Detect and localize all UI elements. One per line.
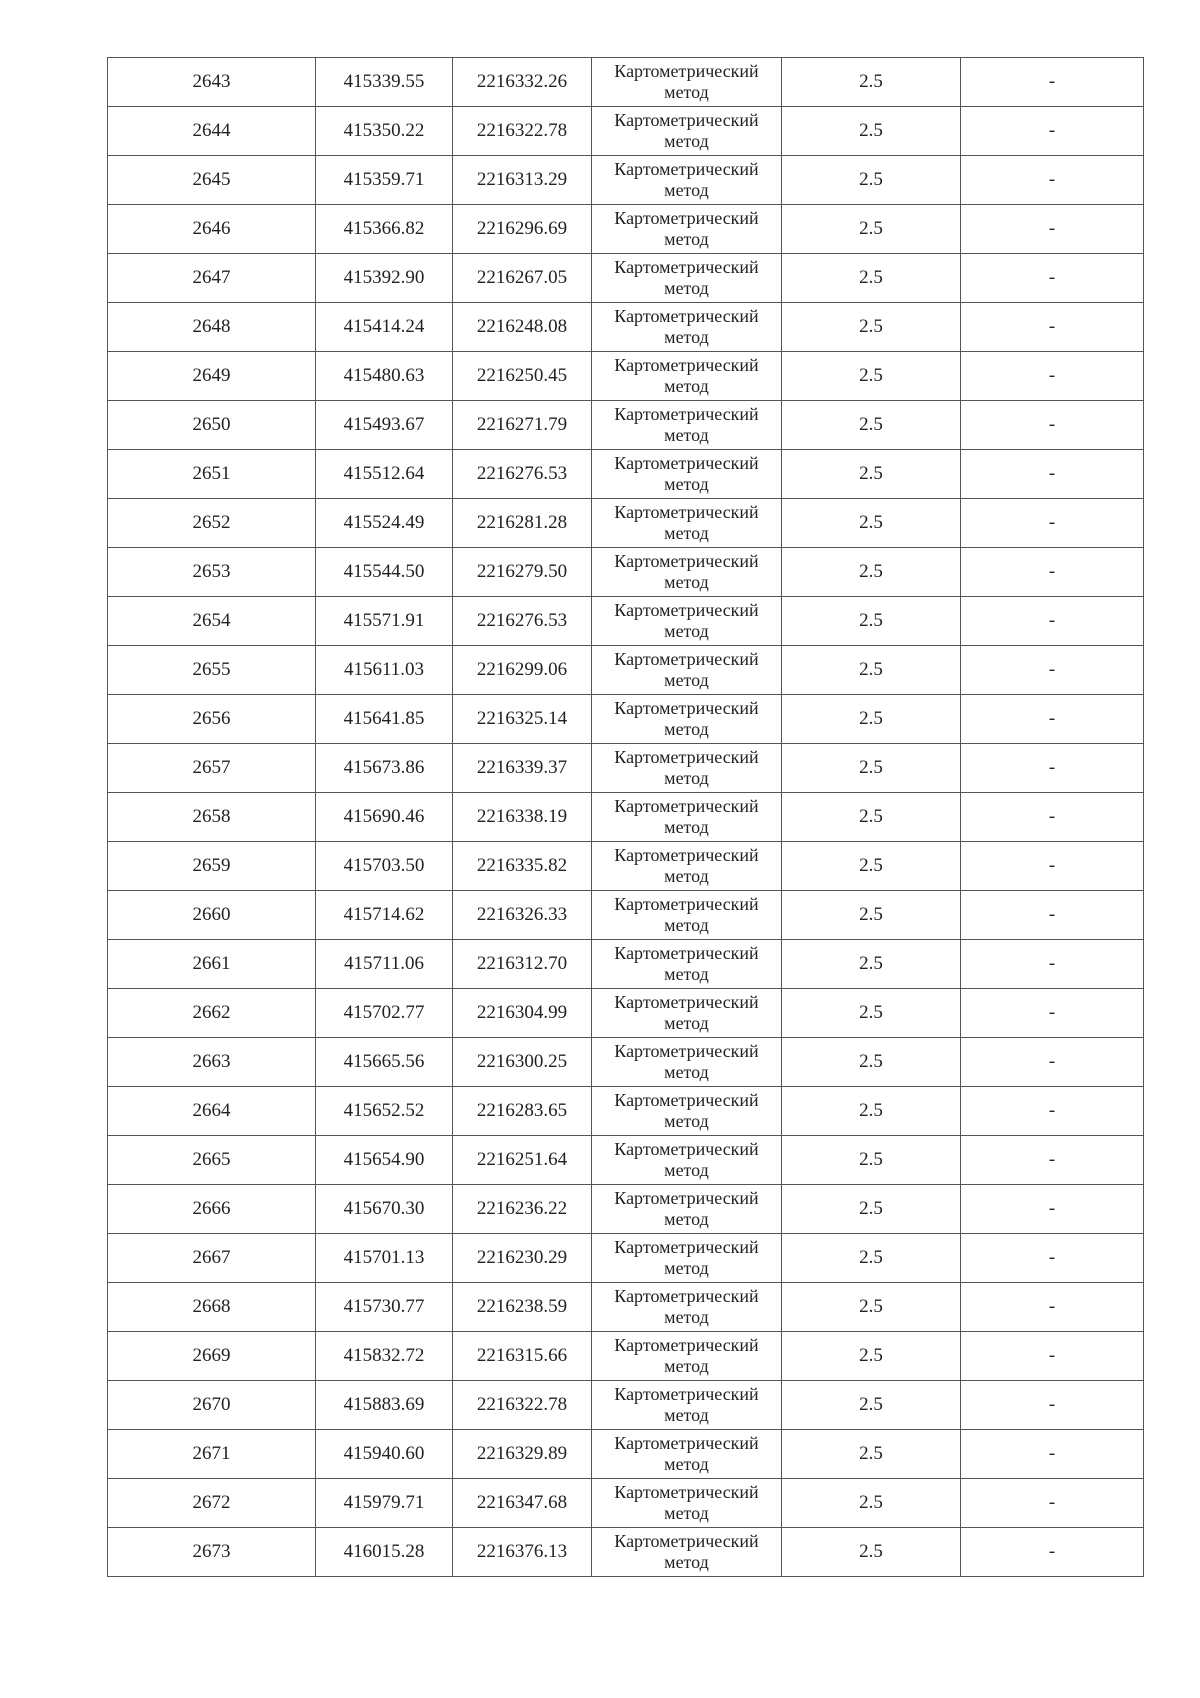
description-cell: - — [961, 1038, 1144, 1087]
method-line-1: Картометрический — [614, 306, 759, 326]
table-row — [108, 1087, 1144, 1136]
method-line-2: метод — [664, 817, 709, 837]
accuracy-cell: 2.5 — [782, 1283, 961, 1332]
y-coordinate-cell: 2216251.64 — [453, 1136, 592, 1185]
method-line-2: метод — [664, 327, 709, 347]
method-line-1: Картометрический — [614, 1433, 759, 1453]
accuracy-cell: 2.5 — [782, 891, 961, 940]
y-coordinate-cell: 2216313.29 — [453, 156, 592, 205]
accuracy-cell: 2.5 — [782, 1430, 961, 1479]
accuracy-cell: 2.5 — [782, 401, 961, 450]
method-line-1: Картометрический — [614, 1237, 759, 1257]
method-cell — [592, 744, 782, 793]
x-coordinate-cell: 415690.46 — [316, 793, 453, 842]
point-number-cell: 2670 — [108, 1381, 316, 1430]
table-row — [108, 940, 1144, 989]
description-cell: - — [961, 1136, 1144, 1185]
y-coordinate-cell: 2216230.29 — [453, 1234, 592, 1283]
y-coordinate-cell: 2216329.89 — [453, 1430, 592, 1479]
x-coordinate-cell: 415670.30 — [316, 1185, 453, 1234]
table-row — [108, 1185, 1144, 1234]
accuracy-cell: 2.5 — [782, 1087, 961, 1136]
description-cell: - — [961, 254, 1144, 303]
y-coordinate-cell: 2216250.45 — [453, 352, 592, 401]
point-number-cell: 2648 — [108, 303, 316, 352]
method-line-2: метод — [664, 866, 709, 886]
table-row — [108, 1479, 1144, 1528]
method-cell — [592, 254, 782, 303]
table-row — [108, 401, 1144, 450]
point-number-cell: 2649 — [108, 352, 316, 401]
y-coordinate-cell: 2216283.65 — [453, 1087, 592, 1136]
point-number-cell: 2660 — [108, 891, 316, 940]
x-coordinate-cell: 415701.13 — [316, 1234, 453, 1283]
accuracy-cell: 2.5 — [782, 1185, 961, 1234]
x-coordinate-cell: 415673.86 — [316, 744, 453, 793]
accuracy-cell: 2.5 — [782, 842, 961, 891]
accuracy-cell: 2.5 — [782, 1528, 961, 1577]
point-number-cell: 2645 — [108, 156, 316, 205]
method-line-2: метод — [664, 1503, 709, 1523]
x-coordinate-cell: 415940.60 — [316, 1430, 453, 1479]
y-coordinate-cell: 2216338.19 — [453, 793, 592, 842]
description-cell: - — [961, 1185, 1144, 1234]
x-coordinate-cell: 415702.77 — [316, 989, 453, 1038]
y-coordinate-cell: 2216279.50 — [453, 548, 592, 597]
table-row — [108, 597, 1144, 646]
table-row — [108, 695, 1144, 744]
method-cell — [592, 1528, 782, 1577]
point-number-cell: 2655 — [108, 646, 316, 695]
method-line-1: Картометрический — [614, 1531, 759, 1551]
table-row — [108, 499, 1144, 548]
x-coordinate-cell: 415730.77 — [316, 1283, 453, 1332]
method-line-2: метод — [664, 82, 709, 102]
x-coordinate-cell: 416015.28 — [316, 1528, 453, 1577]
table-row — [108, 1381, 1144, 1430]
table-row — [108, 891, 1144, 940]
x-coordinate-cell: 415711.06 — [316, 940, 453, 989]
y-coordinate-cell: 2216325.14 — [453, 695, 592, 744]
accuracy-cell: 2.5 — [782, 156, 961, 205]
table-row — [108, 254, 1144, 303]
point-number-cell: 2667 — [108, 1234, 316, 1283]
y-coordinate-cell: 2216347.68 — [453, 1479, 592, 1528]
description-cell: - — [961, 401, 1144, 450]
description-cell: - — [961, 1528, 1144, 1577]
method-line-2: метод — [664, 572, 709, 592]
description-cell: - — [961, 352, 1144, 401]
method-line-1: Картометрический — [614, 453, 759, 473]
y-coordinate-cell: 2216281.28 — [453, 499, 592, 548]
method-line-2: метод — [664, 1356, 709, 1376]
method-cell — [592, 1038, 782, 1087]
point-number-cell: 2662 — [108, 989, 316, 1038]
description-cell: - — [961, 695, 1144, 744]
method-line-2: метод — [664, 278, 709, 298]
table-row — [108, 1528, 1144, 1577]
method-cell — [592, 548, 782, 597]
method-line-2: метод — [664, 768, 709, 788]
method-cell — [592, 205, 782, 254]
x-coordinate-cell: 415512.64 — [316, 450, 453, 499]
x-coordinate-cell: 415414.24 — [316, 303, 453, 352]
y-coordinate-cell: 2216315.66 — [453, 1332, 592, 1381]
method-line-1: Картометрический — [614, 796, 759, 816]
method-cell — [592, 695, 782, 744]
method-cell — [592, 58, 782, 107]
method-line-1: Картометрический — [614, 1188, 759, 1208]
method-line-1: Картометрический — [614, 257, 759, 277]
description-cell: - — [961, 940, 1144, 989]
accuracy-cell: 2.5 — [782, 744, 961, 793]
y-coordinate-cell: 2216299.06 — [453, 646, 592, 695]
method-cell — [592, 597, 782, 646]
point-number-cell: 2652 — [108, 499, 316, 548]
table-row — [108, 1332, 1144, 1381]
table-row — [108, 744, 1144, 793]
description-cell: - — [961, 1479, 1144, 1528]
method-cell — [592, 1136, 782, 1185]
y-coordinate-cell: 2216300.25 — [453, 1038, 592, 1087]
x-coordinate-cell: 415524.49 — [316, 499, 453, 548]
method-line-1: Картометрический — [614, 208, 759, 228]
y-coordinate-cell: 2216267.05 — [453, 254, 592, 303]
description-cell: - — [961, 1430, 1144, 1479]
x-coordinate-cell: 415611.03 — [316, 646, 453, 695]
y-coordinate-cell: 2216335.82 — [453, 842, 592, 891]
x-coordinate-cell: 415832.72 — [316, 1332, 453, 1381]
method-line-1: Картометрический — [614, 894, 759, 914]
method-line-1: Картометрический — [614, 61, 759, 81]
method-cell — [592, 646, 782, 695]
description-cell: - — [961, 1087, 1144, 1136]
x-coordinate-cell: 415703.50 — [316, 842, 453, 891]
method-cell — [592, 1283, 782, 1332]
accuracy-cell: 2.5 — [782, 1381, 961, 1430]
method-line-2: метод — [664, 376, 709, 396]
method-line-2: метод — [664, 1013, 709, 1033]
description-cell: - — [961, 842, 1144, 891]
accuracy-cell: 2.5 — [782, 254, 961, 303]
method-line-2: метод — [664, 425, 709, 445]
x-coordinate-cell: 415714.62 — [316, 891, 453, 940]
description-cell: - — [961, 156, 1144, 205]
point-number-cell: 2668 — [108, 1283, 316, 1332]
point-number-cell: 2647 — [108, 254, 316, 303]
method-cell — [592, 303, 782, 352]
x-coordinate-cell: 415480.63 — [316, 352, 453, 401]
accuracy-cell: 2.5 — [782, 303, 961, 352]
point-number-cell: 2657 — [108, 744, 316, 793]
point-number-cell: 2651 — [108, 450, 316, 499]
method-cell — [592, 940, 782, 989]
method-line-2: метод — [664, 1307, 709, 1327]
description-cell: - — [961, 1381, 1144, 1430]
method-line-2: метод — [664, 131, 709, 151]
method-line-1: Картометрический — [614, 1041, 759, 1061]
table-row — [108, 842, 1144, 891]
description-cell: - — [961, 597, 1144, 646]
description-cell: - — [961, 1283, 1144, 1332]
point-number-cell: 2644 — [108, 107, 316, 156]
accuracy-cell: 2.5 — [782, 450, 961, 499]
method-line-1: Картометрический — [614, 1139, 759, 1159]
point-number-cell: 2666 — [108, 1185, 316, 1234]
accuracy-cell: 2.5 — [782, 1332, 961, 1381]
method-cell — [592, 352, 782, 401]
x-coordinate-cell: 415392.90 — [316, 254, 453, 303]
method-line-2: метод — [664, 1258, 709, 1278]
table-row — [108, 646, 1144, 695]
accuracy-cell: 2.5 — [782, 940, 961, 989]
y-coordinate-cell: 2216271.79 — [453, 401, 592, 450]
point-number-cell: 2673 — [108, 1528, 316, 1577]
x-coordinate-cell: 415493.67 — [316, 401, 453, 450]
x-coordinate-cell: 415366.82 — [316, 205, 453, 254]
accuracy-cell: 2.5 — [782, 1038, 961, 1087]
point-number-cell: 2653 — [108, 548, 316, 597]
coordinates-table — [107, 57, 1144, 1577]
method-line-1: Картометрический — [614, 698, 759, 718]
accuracy-cell: 2.5 — [782, 646, 961, 695]
method-line-2: метод — [664, 1552, 709, 1572]
point-number-cell: 2656 — [108, 695, 316, 744]
accuracy-cell: 2.5 — [782, 793, 961, 842]
method-line-1: Картометрический — [614, 992, 759, 1012]
description-cell: - — [961, 1332, 1144, 1381]
accuracy-cell: 2.5 — [782, 989, 961, 1038]
point-number-cell: 2650 — [108, 401, 316, 450]
table-row — [108, 303, 1144, 352]
method-line-1: Картометрический — [614, 1090, 759, 1110]
x-coordinate-cell: 415571.91 — [316, 597, 453, 646]
point-number-cell: 2665 — [108, 1136, 316, 1185]
x-coordinate-cell: 415652.52 — [316, 1087, 453, 1136]
table-row — [108, 1430, 1144, 1479]
point-number-cell: 2646 — [108, 205, 316, 254]
accuracy-cell: 2.5 — [782, 695, 961, 744]
table-row — [108, 1136, 1144, 1185]
table-row — [108, 107, 1144, 156]
x-coordinate-cell: 415359.71 — [316, 156, 453, 205]
method-cell — [592, 891, 782, 940]
method-cell — [592, 499, 782, 548]
x-coordinate-cell: 415350.22 — [316, 107, 453, 156]
description-cell: - — [961, 1234, 1144, 1283]
point-number-cell: 2664 — [108, 1087, 316, 1136]
method-cell — [592, 1185, 782, 1234]
description-cell: - — [961, 891, 1144, 940]
method-line-1: Картометрический — [614, 1286, 759, 1306]
accuracy-cell: 2.5 — [782, 548, 961, 597]
x-coordinate-cell: 415641.85 — [316, 695, 453, 744]
point-number-cell: 2669 — [108, 1332, 316, 1381]
point-number-cell: 2672 — [108, 1479, 316, 1528]
method-line-2: метод — [664, 474, 709, 494]
method-cell — [592, 107, 782, 156]
y-coordinate-cell: 2216248.08 — [453, 303, 592, 352]
y-coordinate-cell: 2216339.37 — [453, 744, 592, 793]
method-line-2: метод — [664, 229, 709, 249]
accuracy-cell: 2.5 — [782, 1479, 961, 1528]
method-line-2: метод — [664, 621, 709, 641]
description-cell: - — [961, 499, 1144, 548]
point-number-cell: 2661 — [108, 940, 316, 989]
y-coordinate-cell: 2216322.78 — [453, 1381, 592, 1430]
point-number-cell: 2663 — [108, 1038, 316, 1087]
x-coordinate-cell: 415544.50 — [316, 548, 453, 597]
method-line-2: метод — [664, 719, 709, 739]
method-cell — [592, 989, 782, 1038]
method-cell — [592, 1479, 782, 1528]
y-coordinate-cell: 2216332.26 — [453, 58, 592, 107]
description-cell: - — [961, 205, 1144, 254]
method-line-1: Картометрический — [614, 845, 759, 865]
table-row — [108, 793, 1144, 842]
method-cell — [592, 1430, 782, 1479]
method-line-2: метод — [664, 1160, 709, 1180]
accuracy-cell: 2.5 — [782, 597, 961, 646]
x-coordinate-cell: 415665.56 — [316, 1038, 453, 1087]
method-line-2: метод — [664, 1209, 709, 1229]
point-number-cell: 2659 — [108, 842, 316, 891]
method-line-1: Картометрический — [614, 404, 759, 424]
method-cell — [592, 1381, 782, 1430]
table-row — [108, 58, 1144, 107]
method-cell — [592, 1234, 782, 1283]
table-row — [108, 205, 1144, 254]
description-cell: - — [961, 989, 1144, 1038]
table-row — [108, 989, 1144, 1038]
method-cell — [592, 842, 782, 891]
method-line-2: метод — [664, 670, 709, 690]
table-row — [108, 1283, 1144, 1332]
method-line-2: метод — [664, 523, 709, 543]
description-cell: - — [961, 450, 1144, 499]
x-coordinate-cell: 415883.69 — [316, 1381, 453, 1430]
method-cell — [592, 401, 782, 450]
y-coordinate-cell: 2216326.33 — [453, 891, 592, 940]
method-line-1: Картометрический — [614, 110, 759, 130]
y-coordinate-cell: 2216296.69 — [453, 205, 592, 254]
method-line-1: Картометрический — [614, 1384, 759, 1404]
method-line-1: Картометрический — [614, 943, 759, 963]
table-row — [108, 450, 1144, 499]
y-coordinate-cell: 2216276.53 — [453, 450, 592, 499]
accuracy-cell: 2.5 — [782, 499, 961, 548]
method-cell — [592, 156, 782, 205]
description-cell: - — [961, 58, 1144, 107]
y-coordinate-cell: 2216236.22 — [453, 1185, 592, 1234]
y-coordinate-cell: 2216276.53 — [453, 597, 592, 646]
method-line-1: Картометрический — [614, 355, 759, 375]
description-cell: - — [961, 303, 1144, 352]
method-line-2: метод — [664, 1405, 709, 1425]
description-cell: - — [961, 793, 1144, 842]
method-line-1: Картометрический — [614, 649, 759, 669]
table-row — [108, 548, 1144, 597]
method-line-1: Картометрический — [614, 1335, 759, 1355]
accuracy-cell: 2.5 — [782, 205, 961, 254]
coordinates-table-body — [108, 58, 1144, 1577]
description-cell: - — [961, 646, 1144, 695]
y-coordinate-cell: 2216376.13 — [453, 1528, 592, 1577]
y-coordinate-cell: 2216322.78 — [453, 107, 592, 156]
point-number-cell: 2654 — [108, 597, 316, 646]
accuracy-cell: 2.5 — [782, 1234, 961, 1283]
method-line-2: метод — [664, 1111, 709, 1131]
table-row — [108, 156, 1144, 205]
accuracy-cell: 2.5 — [782, 107, 961, 156]
x-coordinate-cell: 415339.55 — [316, 58, 453, 107]
table-row — [108, 352, 1144, 401]
method-cell — [592, 793, 782, 842]
method-line-2: метод — [664, 964, 709, 984]
point-number-cell: 2671 — [108, 1430, 316, 1479]
accuracy-cell: 2.5 — [782, 58, 961, 107]
accuracy-cell: 2.5 — [782, 352, 961, 401]
method-cell — [592, 1332, 782, 1381]
point-number-cell: 2643 — [108, 58, 316, 107]
method-line-1: Картометрический — [614, 502, 759, 522]
y-coordinate-cell: 2216312.70 — [453, 940, 592, 989]
description-cell: - — [961, 548, 1144, 597]
method-line-1: Картометрический — [614, 551, 759, 571]
method-line-2: метод — [664, 1062, 709, 1082]
y-coordinate-cell: 2216238.59 — [453, 1283, 592, 1332]
method-line-2: метод — [664, 180, 709, 200]
description-cell: - — [961, 107, 1144, 156]
method-line-1: Картометрический — [614, 600, 759, 620]
method-line-1: Картометрический — [614, 747, 759, 767]
method-cell — [592, 1087, 782, 1136]
method-line-1: Картометрический — [614, 1482, 759, 1502]
method-line-2: метод — [664, 1454, 709, 1474]
description-cell: - — [961, 744, 1144, 793]
table-row — [108, 1038, 1144, 1087]
point-number-cell: 2658 — [108, 793, 316, 842]
x-coordinate-cell: 415979.71 — [316, 1479, 453, 1528]
x-coordinate-cell: 415654.90 — [316, 1136, 453, 1185]
y-coordinate-cell: 2216304.99 — [453, 989, 592, 1038]
method-cell — [592, 450, 782, 499]
method-line-2: метод — [664, 915, 709, 935]
accuracy-cell: 2.5 — [782, 1136, 961, 1185]
table-row — [108, 1234, 1144, 1283]
method-line-1: Картометрический — [614, 159, 759, 179]
